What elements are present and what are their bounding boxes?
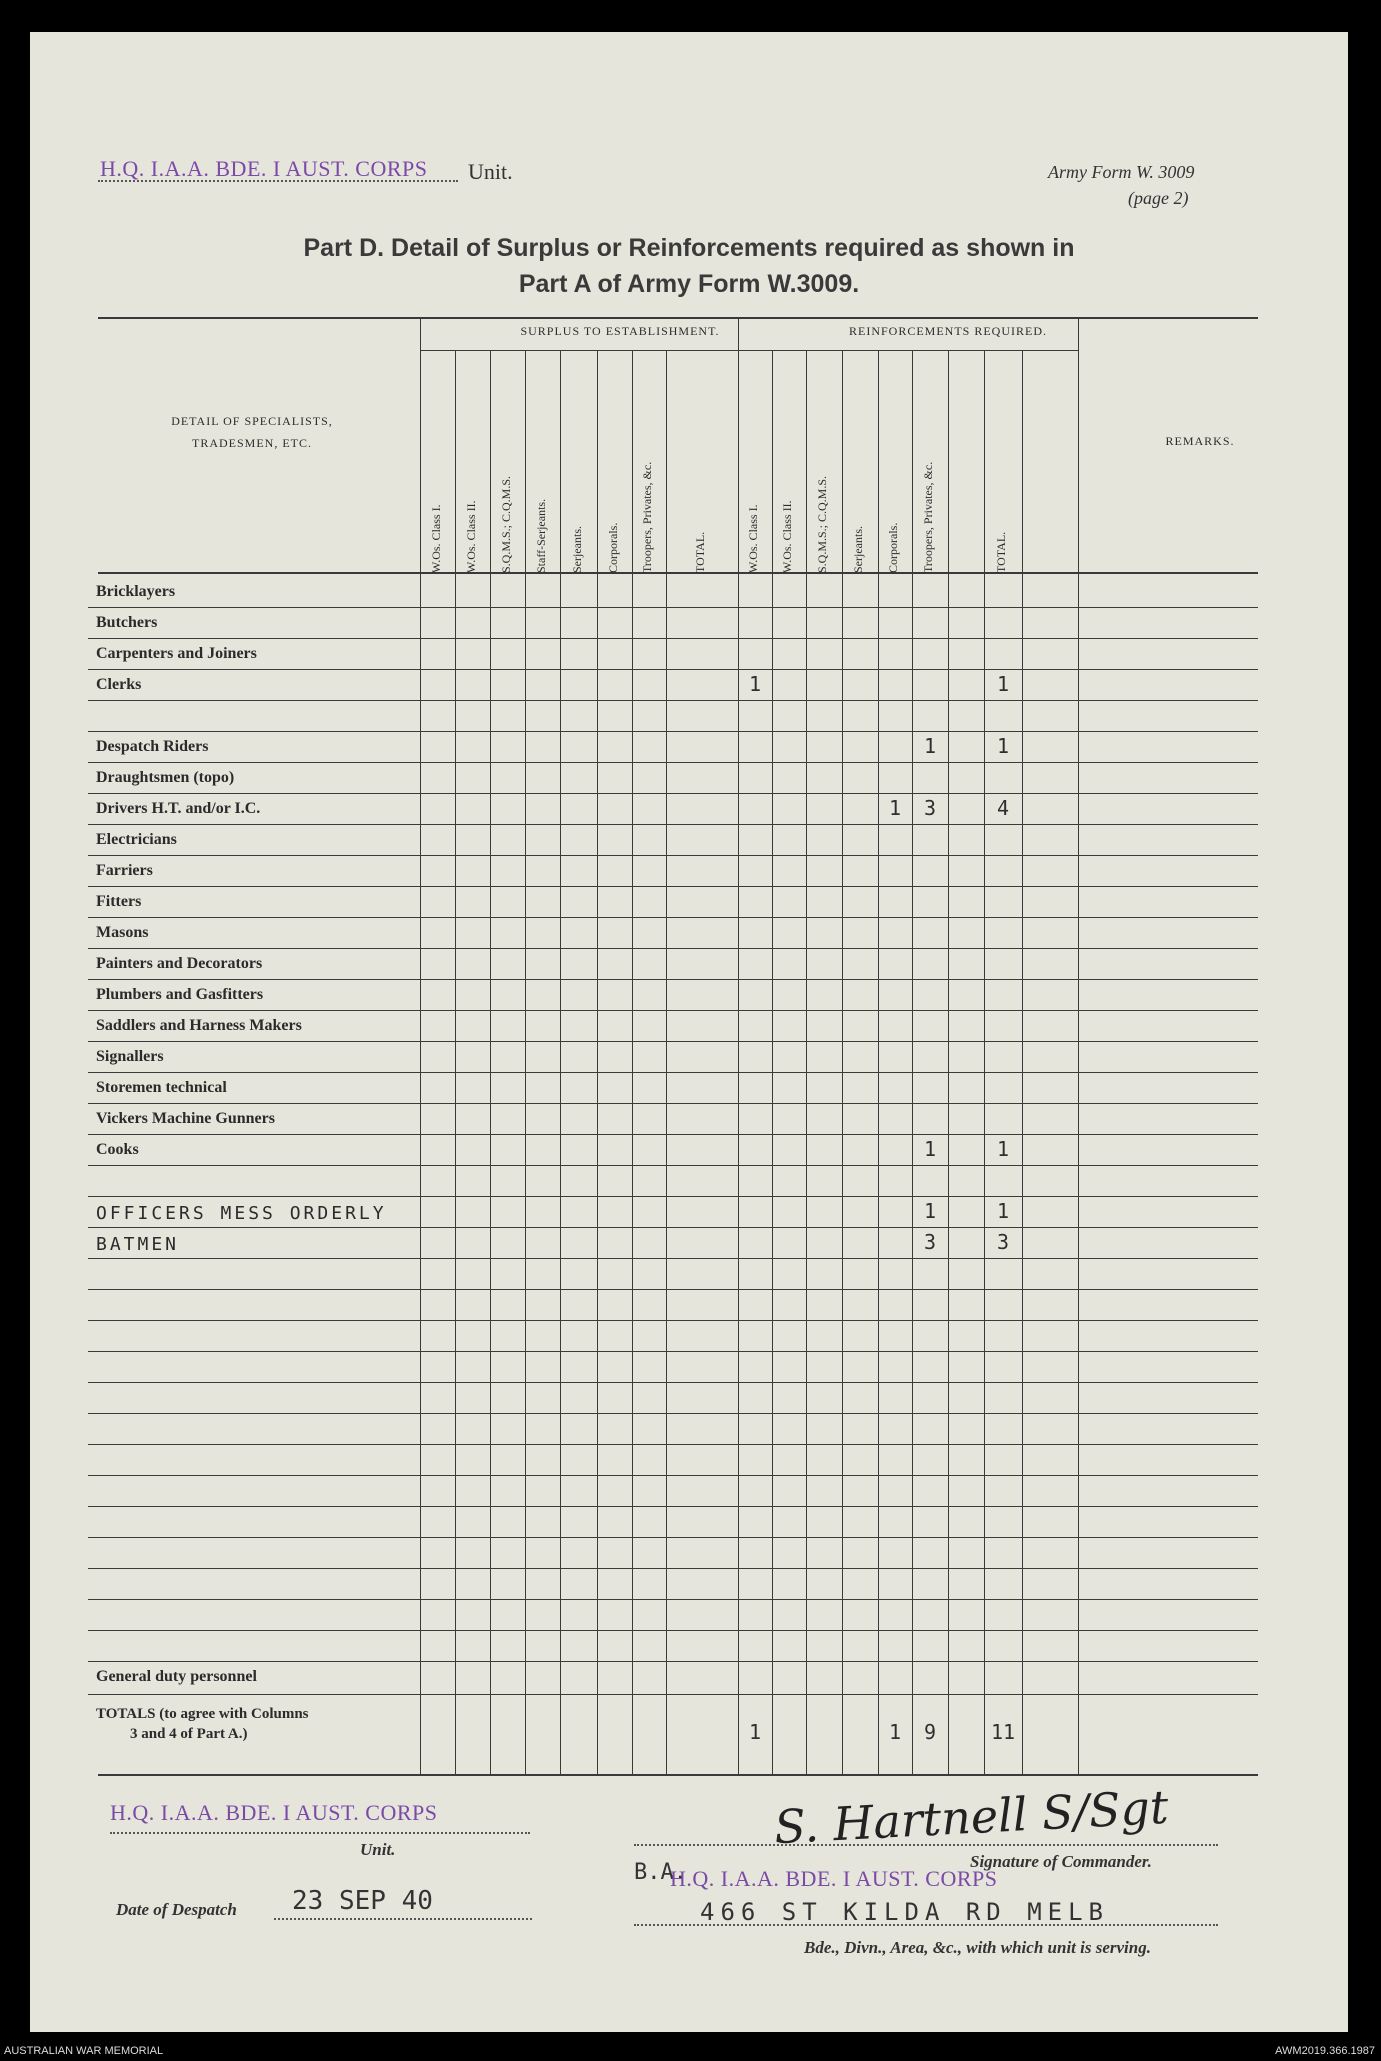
row-label: Plumbers and Gasfitters — [96, 986, 264, 1003]
blank-row-rule — [88, 1444, 1258, 1445]
row-label: Electricians — [96, 831, 177, 848]
total-value: 11 — [991, 1720, 1016, 1744]
surplus-column-header: W.Os. Class I. — [428, 504, 443, 573]
unit-stamp: H.Q. I.A.A. BDE. I AUST. CORPS — [100, 156, 428, 181]
blank-row-rule — [88, 1599, 1258, 1600]
reinforcement-value: 1 — [748, 672, 762, 696]
total-value: 1 — [888, 1720, 902, 1744]
reinforcement-value: 1 — [996, 672, 1010, 696]
row-label: Fitters — [96, 893, 142, 910]
table-bottom-rule — [98, 1774, 1258, 1776]
column-divider — [878, 350, 879, 1774]
row-label: Butchers — [96, 614, 158, 631]
reinforcement-value: 1 — [996, 1199, 1010, 1223]
column-divider — [455, 350, 456, 1774]
detail-header: DETAIL OF SPECIALISTS, TRADESMEN, ETC. — [171, 414, 333, 450]
row-label: Storemen technical — [96, 1079, 227, 1096]
reinforcements-column-header: Troopers, Privates, &c. — [921, 461, 935, 573]
bde-prefix: B.A. — [634, 1860, 687, 1885]
column-divider — [948, 350, 949, 1774]
form-name: Army Form W. 3009 — [1048, 162, 1195, 182]
reinforcement-value: 1 — [888, 796, 902, 820]
archive-ref: AWM2019.366.1987 — [1275, 2045, 1375, 2057]
total-value: 9 — [923, 1720, 937, 1744]
row-label: BATMEN — [96, 1234, 180, 1255]
row-rule — [88, 731, 1258, 732]
reinforcement-value: 1 — [923, 1137, 937, 1161]
footer-unit-label: Unit. — [360, 1840, 396, 1859]
column-divider — [984, 350, 985, 1774]
blank-row-rule — [88, 1568, 1258, 1569]
unit-label: Unit. — [468, 159, 513, 184]
page-note: (page 2) — [1128, 188, 1189, 208]
row-label: Cooks — [96, 1141, 139, 1158]
column-divider — [772, 350, 773, 1774]
row-label: Draughtsmen (topo) — [96, 769, 235, 786]
row-rule — [88, 886, 1258, 887]
row-label: Masons — [96, 924, 149, 941]
row-rule — [88, 1010, 1258, 1011]
column-divider — [1078, 317, 1079, 1774]
reinforcements-column-header: Serjeants. — [851, 526, 865, 573]
signature-line — [634, 1844, 1218, 1846]
row-label: Drivers H.T. and/or I.C. — [96, 800, 261, 817]
title-line-1: Part D. Detail of Surplus or Reinforcements required as shown in — [303, 234, 1075, 262]
surplus-column-header: S.Q.M.S.; C.Q.M.S. — [498, 475, 513, 573]
total-value: 1 — [748, 1720, 762, 1744]
bde-address: 466 ST KILDA RD MELB — [700, 1898, 1109, 1926]
surplus-column-header: Troopers, Privates, &c. — [640, 461, 654, 573]
reinforcement-value: 4 — [996, 796, 1010, 820]
surplus-column-header: Serjeants. — [569, 526, 584, 573]
remarks-header: REMARKS. — [1165, 434, 1235, 448]
reinforcement-value: 3 — [923, 1230, 937, 1254]
reinforcement-value: 3 — [996, 1230, 1010, 1254]
row-rule — [88, 948, 1258, 949]
header-bottom-rule — [98, 572, 1258, 574]
reinforcement-value: 1 — [923, 734, 937, 758]
row-label: Clerks — [96, 676, 142, 693]
row-label: Saddlers and Harness Makers — [96, 1017, 302, 1034]
blank-row-rule — [88, 1537, 1258, 1538]
row-label: OFFICERS MESS ORDERLY — [96, 1203, 387, 1224]
totals-label-line-2: 3 and 4 of Part A.) — [130, 1726, 248, 1742]
row-label: Signallers — [96, 1048, 164, 1065]
row-rule — [88, 793, 1258, 794]
surplus-column-header: W.Os. Class II. — [463, 500, 478, 573]
blank-row-rule — [88, 1320, 1258, 1321]
surplus-column-header: Corporals. — [605, 522, 620, 573]
row-rule — [88, 855, 1258, 856]
row-rule — [88, 1072, 1258, 1073]
bde-line — [634, 1924, 1218, 1926]
column-divider — [525, 350, 526, 1774]
column-divider — [842, 350, 843, 1774]
row-rule — [88, 1165, 1258, 1166]
footer-unit-stamp: H.Q. I.A.A. BDE. I AUST. CORPS — [110, 1800, 438, 1825]
general-duty-rule — [88, 1694, 1258, 1695]
surplus-header: SURPLUS TO ESTABLISHMENT. — [520, 324, 720, 338]
date-value: 23 SEP 40 — [292, 1886, 433, 1916]
reinforcements-column-header: W.Os. Class I. — [746, 504, 760, 573]
blank-row-rule — [88, 1351, 1258, 1352]
row-label: Carpenters and Joiners — [96, 645, 257, 662]
row-rule — [88, 1103, 1258, 1104]
row-rule — [88, 638, 1258, 639]
row-rule — [88, 979, 1258, 980]
reinforcements-column-header: TOTAL. — [994, 531, 1008, 573]
column-divider — [666, 350, 667, 1774]
reinforcements-header: REINFORCEMENTS REQUIRED. — [848, 324, 1047, 338]
archive-strip — [0, 2042, 1381, 2061]
reinforcement-value: 1 — [923, 1199, 937, 1223]
blank-row-rule — [88, 1289, 1258, 1290]
row-label: Bricklayers — [96, 583, 176, 600]
title-line-2: Part A of Army Form W.3009. — [518, 270, 860, 298]
totals-label-line-1: TOTALS (to agree with Columns — [96, 1706, 309, 1722]
row-rule — [88, 607, 1258, 608]
blank-row-rule — [88, 1661, 1258, 1662]
column-divider — [912, 350, 913, 1774]
reinforcements-column-header: W.Os. Class II. — [780, 500, 794, 573]
bde-label: Bde., Divn., Area, &c., with which unit is serving. — [804, 1938, 1151, 1957]
row-rule — [88, 824, 1258, 825]
row-rule — [88, 917, 1258, 918]
column-divider — [490, 350, 491, 1774]
table-top-rule — [98, 317, 1258, 319]
date-label: Date of Despatch — [116, 1900, 237, 1919]
reinforcement-value: 1 — [996, 1137, 1010, 1161]
column-divider — [632, 350, 633, 1774]
row-label: Painters and Decorators — [96, 955, 263, 972]
general-duty-label: General duty personnel — [96, 1668, 257, 1685]
blank-row-rule — [88, 1630, 1258, 1631]
row-rule — [88, 1258, 1258, 1259]
row-label: Farriers — [96, 862, 153, 879]
reinforcement-value: 1 — [996, 734, 1010, 758]
row-rule — [88, 1196, 1258, 1197]
blank-row-rule — [88, 1382, 1258, 1383]
row-rule — [88, 669, 1258, 670]
surplus-column-header: Staff-Serjeants. — [533, 498, 548, 573]
signature-label: Signature of Commander. — [970, 1852, 1152, 1871]
reinforcements-column-header: S.Q.M.S.; C.Q.M.S. — [815, 475, 829, 573]
archive-name: AUSTRALIAN WAR MEMORIAL — [4, 2045, 164, 2057]
date-line — [274, 1918, 532, 1920]
row-label: Vickers Machine Gunners — [96, 1110, 275, 1127]
bde-stamp: H.Q. I.A.A. BDE. I AUST. CORPS — [670, 1866, 998, 1891]
row-rule — [88, 1134, 1258, 1135]
row-rule — [88, 1227, 1258, 1228]
reinforcements-column-header: Corporals. — [886, 522, 900, 573]
column-divider — [806, 350, 807, 1774]
row-rule — [88, 762, 1258, 763]
column-divider — [738, 317, 739, 1774]
blank-row-rule — [88, 1506, 1258, 1507]
reinforcement-value: 3 — [923, 796, 937, 820]
column-group-rule — [420, 350, 1078, 351]
column-divider — [1022, 350, 1023, 1774]
footer-unit-line — [110, 1832, 530, 1834]
row-label: Despatch Riders — [96, 738, 209, 755]
form-page — [30, 32, 1348, 2032]
form-table — [30, 32, 1348, 2032]
blank-row-rule — [88, 1413, 1258, 1414]
column-divider — [420, 317, 421, 1774]
column-divider — [597, 350, 598, 1774]
row-rule — [88, 1041, 1258, 1042]
surplus-column-header: TOTAL. — [693, 531, 707, 573]
blank-row-rule — [88, 1475, 1258, 1476]
row-rule — [88, 700, 1258, 701]
column-divider — [560, 350, 561, 1774]
commander-signature: S. Hartnell S/Sgt — [772, 1779, 1170, 1855]
